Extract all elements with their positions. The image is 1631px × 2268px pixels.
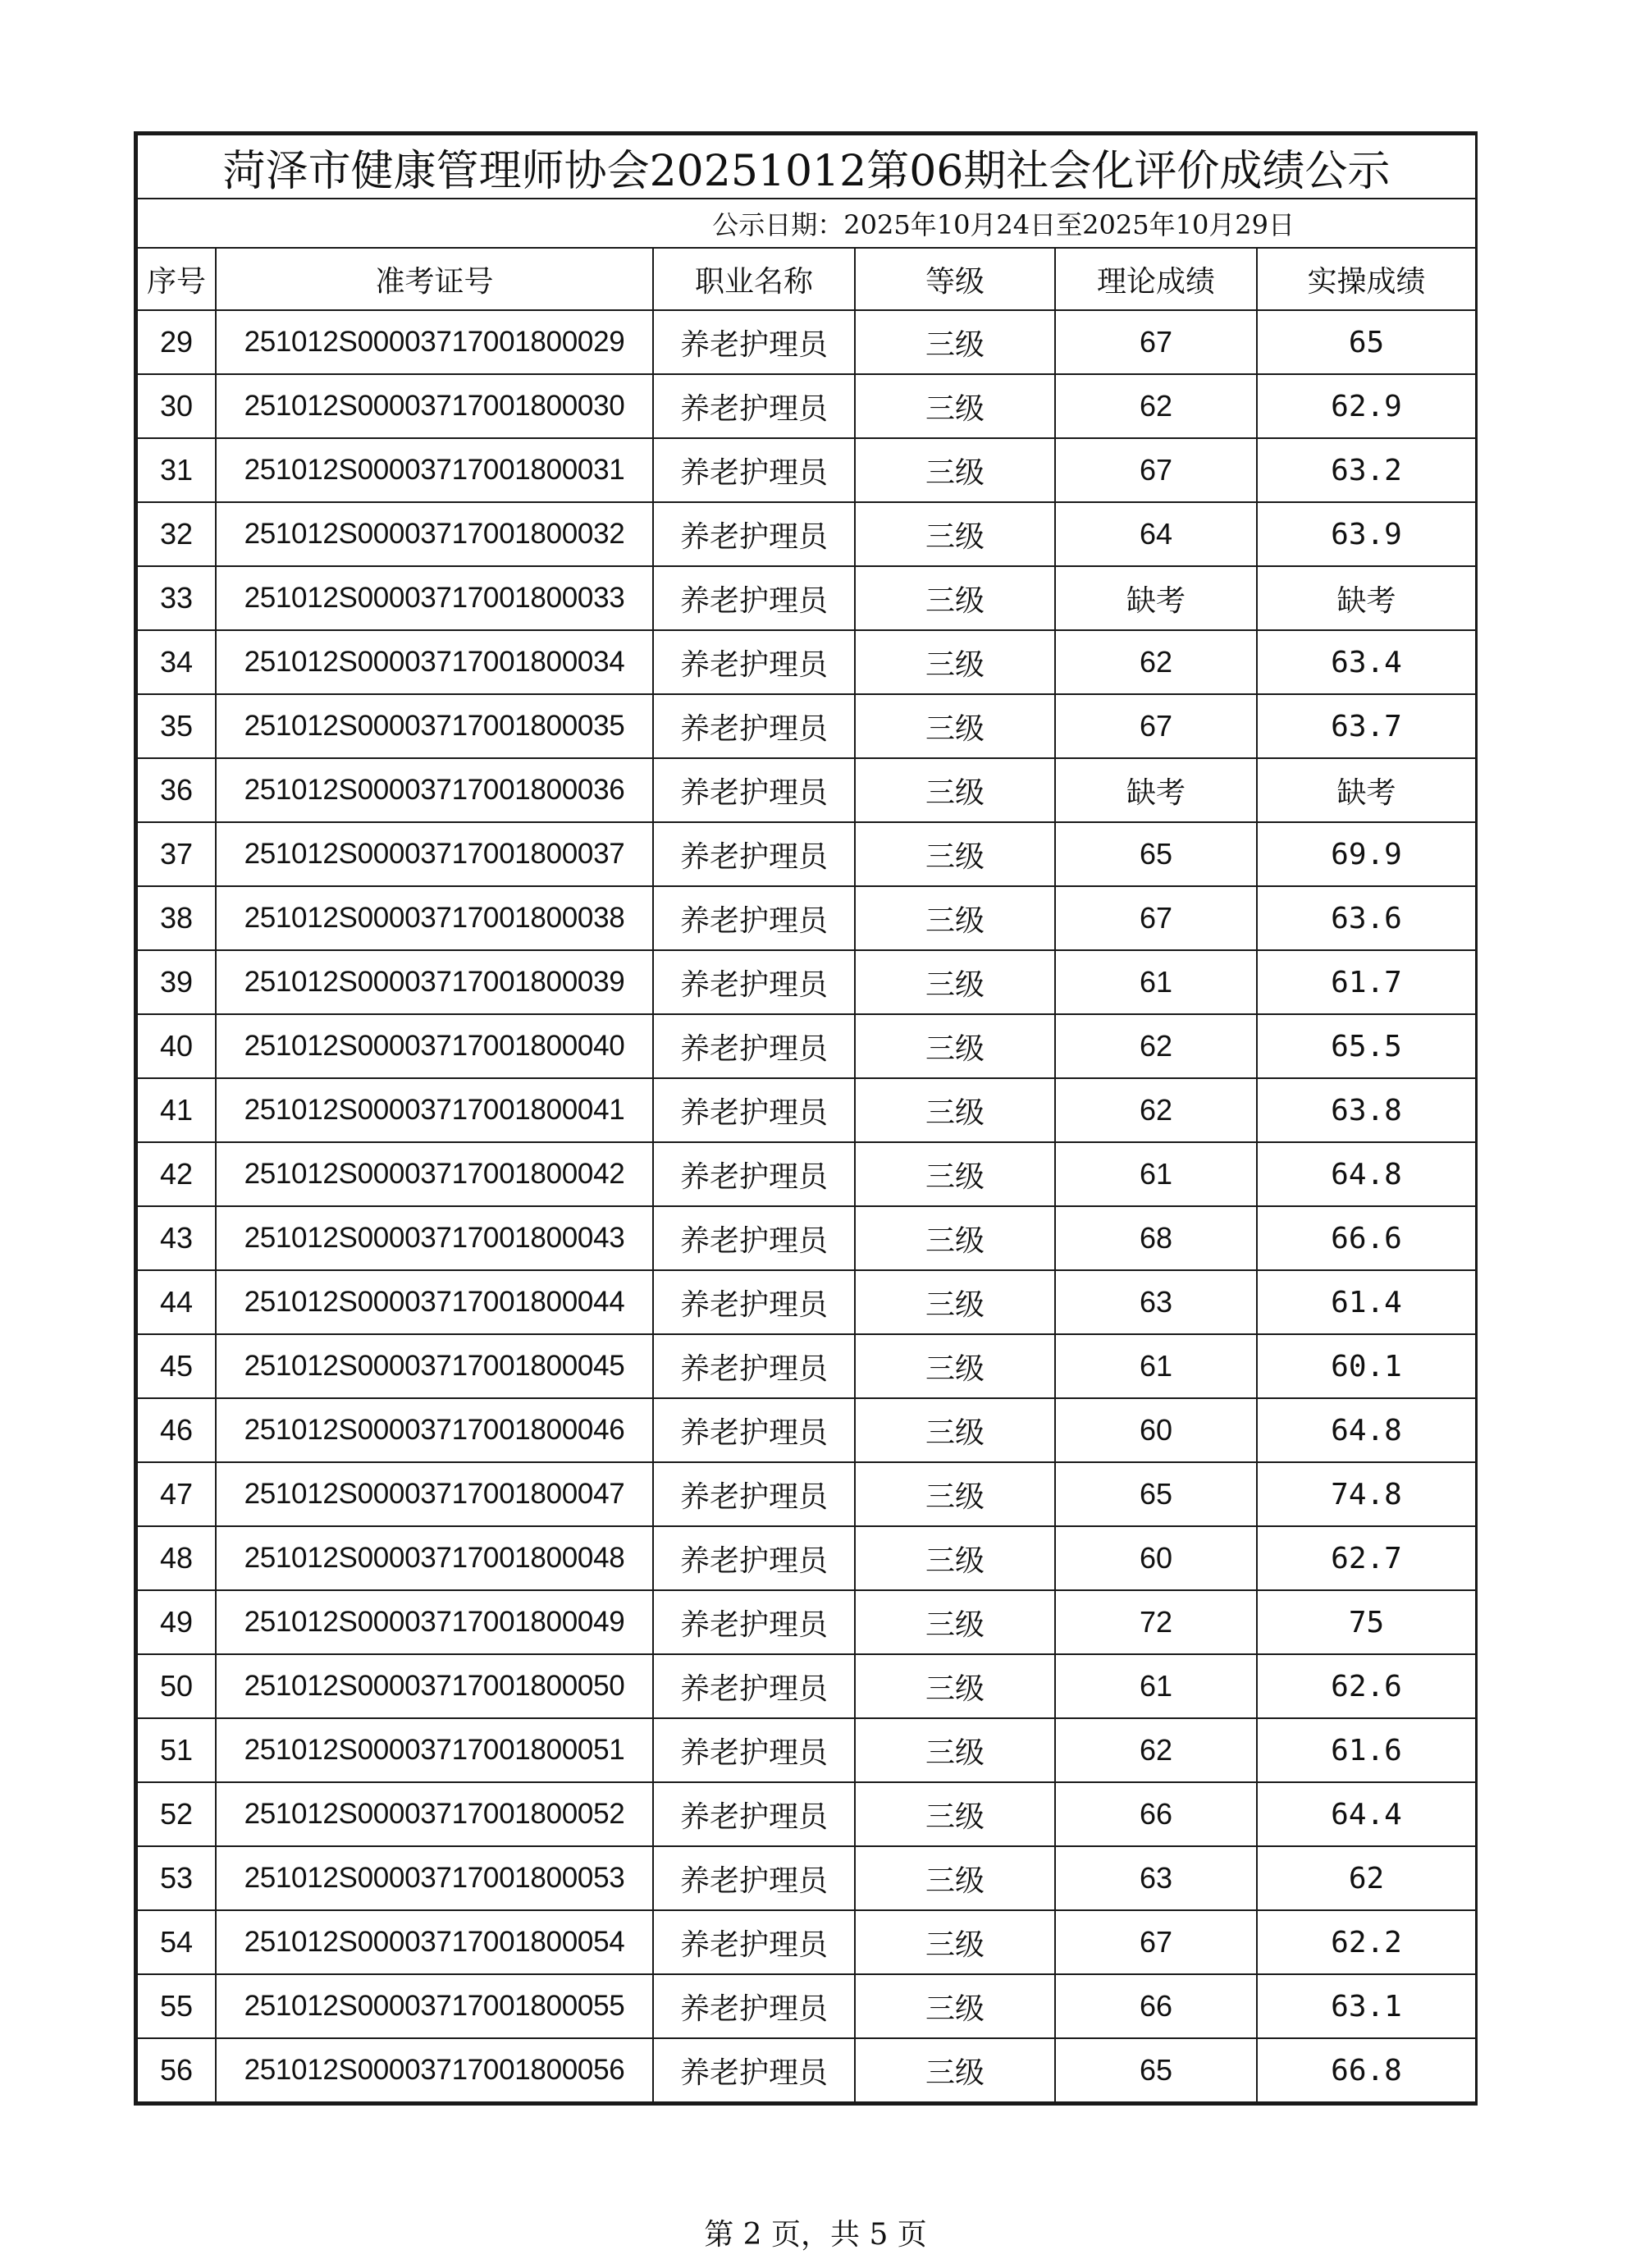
level-cell: 三级 xyxy=(855,630,1055,694)
level-cell: 三级 xyxy=(855,1654,1055,1718)
table-row xyxy=(137,822,1476,886)
level-cell: 三级 xyxy=(855,1590,1055,1654)
serial-number-cell: 38 xyxy=(137,886,216,950)
practice-score-cell: 63.7 xyxy=(1257,694,1476,758)
practice-score-cell: 65.5 xyxy=(1257,1014,1476,1078)
level-cell: 三级 xyxy=(855,1334,1055,1398)
occupation-cell: 养老护理员 xyxy=(653,886,855,950)
admission-number-cell: 251012S00003717001800041 xyxy=(216,1078,653,1142)
admission-number-cell: 251012S00003717001800049 xyxy=(216,1590,653,1654)
occupation-cell: 养老护理员 xyxy=(653,438,855,502)
serial-number-cell: 48 xyxy=(137,1526,216,1590)
theory-score-cell: 61 xyxy=(1055,1334,1257,1398)
occupation-cell: 养老护理员 xyxy=(653,1014,855,1078)
practice-score-cell: 62.6 xyxy=(1257,1654,1476,1718)
occupation-cell: 养老护理员 xyxy=(653,1270,855,1334)
level-cell: 三级 xyxy=(855,2038,1055,2102)
practice-score-cell: 60.1 xyxy=(1257,1334,1476,1398)
admission-number-cell: 251012S00003717001800043 xyxy=(216,1206,653,1270)
level-cell: 三级 xyxy=(855,1078,1055,1142)
table-row xyxy=(137,886,1476,950)
occupation-cell: 养老护理员 xyxy=(653,1910,855,1974)
serial-number-cell: 30 xyxy=(137,374,216,438)
practice-score-cell: 66.6 xyxy=(1257,1206,1476,1270)
practice-score-cell: 61.4 xyxy=(1257,1270,1476,1334)
level-cell: 三级 xyxy=(855,758,1055,822)
results-sheet xyxy=(134,131,1478,2106)
practice-score-cell: 63.4 xyxy=(1257,630,1476,694)
serial-number-cell: 47 xyxy=(137,1462,216,1526)
level-cell: 三级 xyxy=(855,502,1055,566)
occupation-cell: 养老护理员 xyxy=(653,1206,855,1270)
serial-number-cell: 49 xyxy=(137,1590,216,1654)
theory-score-cell: 62 xyxy=(1055,630,1257,694)
admission-number-cell: 251012S00003717001800031 xyxy=(216,438,653,502)
occupation-cell: 养老护理员 xyxy=(653,758,855,822)
theory-score-cell: 61 xyxy=(1055,950,1257,1014)
admission-number-cell: 251012S00003717001800046 xyxy=(216,1398,653,1462)
table-row xyxy=(137,694,1476,758)
page-number: 第 2 页，共 5 页 xyxy=(704,2218,927,2252)
level-cell: 三级 xyxy=(855,1462,1055,1526)
table-row xyxy=(137,438,1476,502)
header-admission-number: 准考证号 xyxy=(216,248,653,310)
occupation-cell: 养老护理员 xyxy=(653,1590,855,1654)
table-row xyxy=(137,1654,1476,1718)
theory-score-cell: 64 xyxy=(1055,502,1257,566)
level-cell: 三级 xyxy=(855,438,1055,502)
practice-score-cell: 63.6 xyxy=(1257,886,1476,950)
table-row xyxy=(137,1718,1476,1782)
occupation-cell: 养老护理员 xyxy=(653,1398,855,1462)
admission-number-cell: 251012S00003717001800038 xyxy=(216,886,653,950)
practice-score-cell: 69.9 xyxy=(1257,822,1476,886)
occupation-cell: 养老护理员 xyxy=(653,310,855,374)
theory-score-cell: 65 xyxy=(1055,1462,1257,1526)
practice-score-cell: 62 xyxy=(1257,1846,1476,1910)
table-row xyxy=(137,1782,1476,1846)
theory-score-cell: 62 xyxy=(1055,374,1257,438)
admission-number-cell: 251012S00003717001800045 xyxy=(216,1334,653,1398)
header-practice-score: 实操成绩 xyxy=(1257,248,1476,310)
admission-number-cell: 251012S00003717001800029 xyxy=(216,310,653,374)
serial-number-cell: 39 xyxy=(137,950,216,1014)
level-cell: 三级 xyxy=(855,374,1055,438)
level-cell: 三级 xyxy=(855,1782,1055,1846)
level-cell: 三级 xyxy=(855,1206,1055,1270)
table-row xyxy=(137,2038,1476,2102)
level-cell: 三级 xyxy=(855,886,1055,950)
practice-score-cell: 62.9 xyxy=(1257,374,1476,438)
occupation-cell: 养老护理员 xyxy=(653,694,855,758)
table-row xyxy=(137,374,1476,438)
serial-number-cell: 54 xyxy=(137,1910,216,1974)
practice-score-cell: 65 xyxy=(1257,310,1476,374)
table-row xyxy=(137,1014,1476,1078)
admission-number-cell: 251012S00003717001800053 xyxy=(216,1846,653,1910)
serial-number-cell: 46 xyxy=(137,1398,216,1462)
occupation-cell: 养老护理员 xyxy=(653,1718,855,1782)
theory-score-cell: 62 xyxy=(1055,1718,1257,1782)
theory-score-cell: 66 xyxy=(1055,1782,1257,1846)
level-cell: 三级 xyxy=(855,950,1055,1014)
level-cell: 三级 xyxy=(855,822,1055,886)
admission-number-cell: 251012S00003717001800052 xyxy=(216,1782,653,1846)
practice-score-cell: 64.8 xyxy=(1257,1398,1476,1462)
level-cell: 三级 xyxy=(855,1718,1055,1782)
practice-score-cell: 63.1 xyxy=(1257,1974,1476,2038)
practice-score-cell: 缺考 xyxy=(1257,758,1476,822)
admission-number-cell: 251012S00003717001800034 xyxy=(216,630,653,694)
admission-number-cell: 251012S00003717001800055 xyxy=(216,1974,653,2038)
theory-score-cell: 61 xyxy=(1055,1142,1257,1206)
occupation-cell: 养老护理员 xyxy=(653,1334,855,1398)
table-body xyxy=(137,310,1476,2102)
admission-number-cell: 251012S00003717001800047 xyxy=(216,1462,653,1526)
theory-score-cell: 缺考 xyxy=(1055,566,1257,630)
theory-score-cell: 67 xyxy=(1055,886,1257,950)
serial-number-cell: 36 xyxy=(137,758,216,822)
table-row xyxy=(137,1462,1476,1526)
occupation-cell: 养老护理员 xyxy=(653,1526,855,1590)
serial-number-cell: 45 xyxy=(137,1334,216,1398)
occupation-cell: 养老护理员 xyxy=(653,1974,855,2038)
level-cell: 三级 xyxy=(855,1526,1055,1590)
table-row xyxy=(137,630,1476,694)
practice-score-cell: 62.2 xyxy=(1257,1910,1476,1974)
practice-score-cell: 61.6 xyxy=(1257,1718,1476,1782)
serial-number-cell: 37 xyxy=(137,822,216,886)
table-row xyxy=(137,1398,1476,1462)
occupation-cell: 养老护理员 xyxy=(653,1782,855,1846)
theory-score-cell: 60 xyxy=(1055,1526,1257,1590)
occupation-cell: 养老护理员 xyxy=(653,1078,855,1142)
results-table xyxy=(136,134,1477,2103)
table-row xyxy=(137,566,1476,630)
theory-score-cell: 67 xyxy=(1055,310,1257,374)
theory-score-cell: 65 xyxy=(1055,2038,1257,2102)
publication-date: 公示日期：2025年10月24日至2025年10月29日 xyxy=(137,199,1476,248)
serial-number-cell: 34 xyxy=(137,630,216,694)
header-occupation: 职业名称 xyxy=(653,248,855,310)
level-cell: 三级 xyxy=(855,1846,1055,1910)
serial-number-cell: 42 xyxy=(137,1142,216,1206)
serial-number-cell: 33 xyxy=(137,566,216,630)
serial-number-cell: 44 xyxy=(137,1270,216,1334)
serial-number-cell: 56 xyxy=(137,2038,216,2102)
occupation-cell: 养老护理员 xyxy=(653,950,855,1014)
admission-number-cell: 251012S00003717001800033 xyxy=(216,566,653,630)
occupation-cell: 养老护理员 xyxy=(653,2038,855,2102)
level-cell: 三级 xyxy=(855,566,1055,630)
serial-number-cell: 40 xyxy=(137,1014,216,1078)
table-row xyxy=(137,1078,1476,1142)
admission-number-cell: 251012S00003717001800042 xyxy=(216,1142,653,1206)
level-cell: 三级 xyxy=(855,1910,1055,1974)
serial-number-cell: 31 xyxy=(137,438,216,502)
serial-number-cell: 55 xyxy=(137,1974,216,2038)
occupation-cell: 养老护理员 xyxy=(653,1462,855,1526)
serial-number-cell: 53 xyxy=(137,1846,216,1910)
theory-score-cell: 67 xyxy=(1055,694,1257,758)
admission-number-cell: 251012S00003717001800051 xyxy=(216,1718,653,1782)
serial-number-cell: 50 xyxy=(137,1654,216,1718)
level-cell: 三级 xyxy=(855,310,1055,374)
theory-score-cell: 62 xyxy=(1055,1014,1257,1078)
table-row xyxy=(137,1846,1476,1910)
practice-score-cell: 63.2 xyxy=(1257,438,1476,502)
practice-score-cell: 75 xyxy=(1257,1590,1476,1654)
theory-score-cell: 66 xyxy=(1055,1974,1257,2038)
theory-score-cell: 63 xyxy=(1055,1846,1257,1910)
practice-score-cell: 74.8 xyxy=(1257,1462,1476,1526)
level-cell: 三级 xyxy=(855,1974,1055,2038)
admission-number-cell: 251012S00003717001800032 xyxy=(216,502,653,566)
theory-score-cell: 62 xyxy=(1055,1078,1257,1142)
document-title: 菏泽市健康管理师协会20251012第06期社会化评价成绩公示 xyxy=(137,135,1476,199)
practice-score-cell: 缺考 xyxy=(1257,566,1476,630)
header-serial-number: 序号 xyxy=(137,248,216,310)
theory-score-cell: 67 xyxy=(1055,1910,1257,1974)
practice-score-cell: 63.9 xyxy=(1257,502,1476,566)
practice-score-cell: 66.8 xyxy=(1257,2038,1476,2102)
admission-number-cell: 251012S00003717001800030 xyxy=(216,374,653,438)
table-row xyxy=(137,1334,1476,1398)
practice-score-cell: 64.4 xyxy=(1257,1782,1476,1846)
practice-score-cell: 63.8 xyxy=(1257,1078,1476,1142)
admission-number-cell: 251012S00003717001800035 xyxy=(216,694,653,758)
theory-score-cell: 63 xyxy=(1055,1270,1257,1334)
theory-score-cell: 65 xyxy=(1055,822,1257,886)
theory-score-cell: 缺考 xyxy=(1055,758,1257,822)
table-row xyxy=(137,502,1476,566)
serial-number-cell: 51 xyxy=(137,1718,216,1782)
level-cell: 三级 xyxy=(855,1142,1055,1206)
admission-number-cell: 251012S00003717001800039 xyxy=(216,950,653,1014)
admission-number-cell: 251012S00003717001800050 xyxy=(216,1654,653,1718)
practice-score-cell: 62.7 xyxy=(1257,1526,1476,1590)
serial-number-cell: 52 xyxy=(137,1782,216,1846)
header-theory-score: 理论成绩 xyxy=(1055,248,1257,310)
occupation-cell: 养老护理员 xyxy=(653,1846,855,1910)
theory-score-cell: 68 xyxy=(1055,1206,1257,1270)
admission-number-cell: 251012S00003717001800040 xyxy=(216,1014,653,1078)
level-cell: 三级 xyxy=(855,1398,1055,1462)
table-row xyxy=(137,1526,1476,1590)
theory-score-cell: 72 xyxy=(1055,1590,1257,1654)
practice-score-cell: 61.7 xyxy=(1257,950,1476,1014)
occupation-cell: 养老护理员 xyxy=(653,1142,855,1206)
occupation-cell: 养老护理员 xyxy=(653,630,855,694)
theory-score-cell: 67 xyxy=(1055,438,1257,502)
admission-number-cell: 251012S00003717001800044 xyxy=(216,1270,653,1334)
admission-number-cell: 251012S00003717001800036 xyxy=(216,758,653,822)
table-row xyxy=(137,1974,1476,2038)
table-row xyxy=(137,758,1476,822)
admission-number-cell: 251012S00003717001800056 xyxy=(216,2038,653,2102)
table-row xyxy=(137,1206,1476,1270)
serial-number-cell: 41 xyxy=(137,1078,216,1142)
serial-number-cell: 35 xyxy=(137,694,216,758)
level-cell: 三级 xyxy=(855,1270,1055,1334)
theory-score-cell: 60 xyxy=(1055,1398,1257,1462)
table-row xyxy=(137,950,1476,1014)
occupation-cell: 养老护理员 xyxy=(653,502,855,566)
table-row xyxy=(137,1590,1476,1654)
table-header-row xyxy=(137,248,1476,310)
level-cell: 三级 xyxy=(855,694,1055,758)
header-level: 等级 xyxy=(855,248,1055,310)
occupation-cell: 养老护理员 xyxy=(653,566,855,630)
admission-number-cell: 251012S00003717001800037 xyxy=(216,822,653,886)
occupation-cell: 养老护理员 xyxy=(653,374,855,438)
table-row xyxy=(137,1142,1476,1206)
serial-number-cell: 29 xyxy=(137,310,216,374)
serial-number-cell: 43 xyxy=(137,1206,216,1270)
admission-number-cell: 251012S00003717001800048 xyxy=(216,1526,653,1590)
theory-score-cell: 61 xyxy=(1055,1654,1257,1718)
occupation-cell: 养老护理员 xyxy=(653,822,855,886)
occupation-cell: 养老护理员 xyxy=(653,1654,855,1718)
serial-number-cell: 32 xyxy=(137,502,216,566)
table-row xyxy=(137,1910,1476,1974)
admission-number-cell: 251012S00003717001800054 xyxy=(216,1910,653,1974)
table-row xyxy=(137,1270,1476,1334)
practice-score-cell: 64.8 xyxy=(1257,1142,1476,1206)
level-cell: 三级 xyxy=(855,1014,1055,1078)
table-row xyxy=(137,310,1476,374)
